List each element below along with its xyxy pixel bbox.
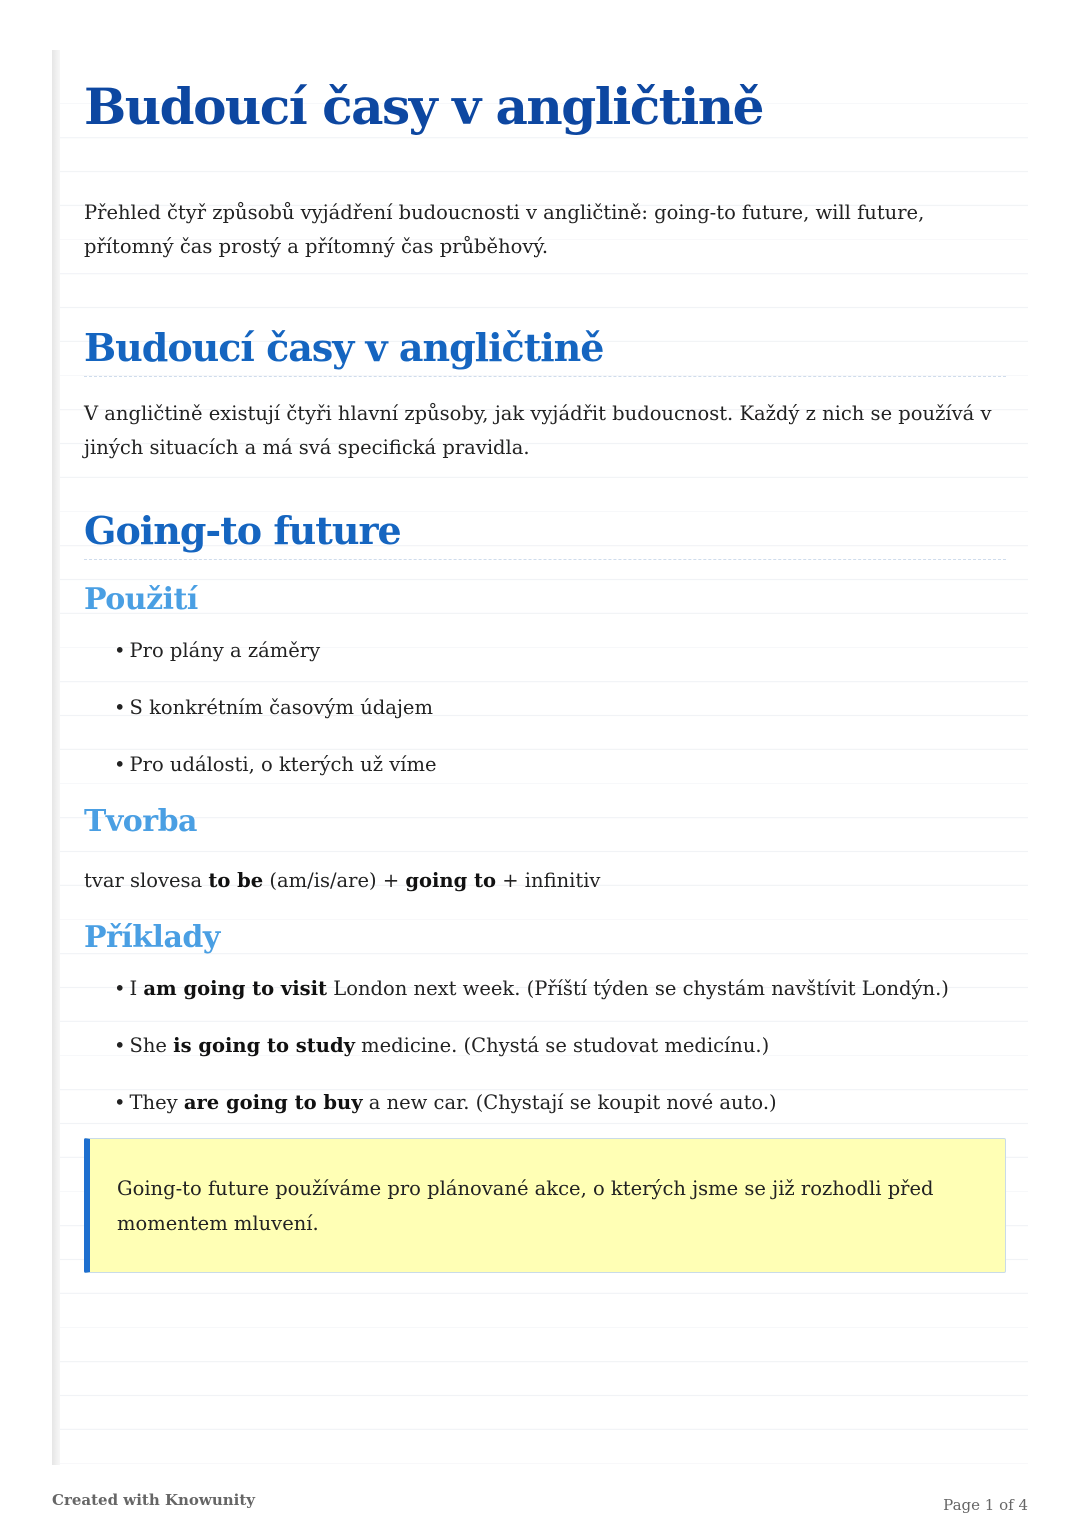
example-text: They (129, 1091, 184, 1114)
document-page (52, 50, 1028, 1465)
page-number: Page 1 of 4 (943, 1496, 1028, 1514)
page-content (84, 76, 1006, 1273)
list-item (114, 634, 1006, 668)
example-emphasis: are going to buy (183, 1091, 363, 1114)
example-text: She (129, 1034, 174, 1057)
example-text: medicine. (Chystá se studovat medicínu.) (354, 1034, 770, 1057)
document-title: Budoucí časy v angličtině (84, 77, 763, 136)
bullet-icon: • (114, 977, 126, 1000)
formation-text: tvar slovesa (84, 869, 209, 892)
example-emphasis: is going to study (173, 1034, 355, 1057)
subheading-usage: Použití (84, 582, 198, 617)
bullet-icon: • (114, 639, 126, 662)
subheading-examples: Příklady (84, 920, 220, 955)
bullet-icon: • (114, 696, 126, 719)
section-heading-going-to: Going-to future (84, 505, 1006, 560)
list-item (114, 691, 1006, 725)
bullet-icon: • (114, 753, 126, 776)
list-item (114, 1029, 1006, 1063)
document-intro: Přehled čtyř způsobů vyjádření budoucnosti v angličtině: going-to future, will future, přítomný čas prostý a přítomný čas průběhový. (84, 201, 925, 258)
note-box (84, 1138, 1006, 1273)
list-item (114, 972, 1006, 1006)
example-text: a new car. (Chystají se koupit nové auto.) (362, 1091, 777, 1114)
subheading-formation: Tvorba (84, 804, 197, 839)
bullet-icon: • (114, 1091, 126, 1114)
usage-item-text: S konkrétním časovým údajem (129, 696, 433, 719)
formation-emphasis: to be (208, 869, 264, 892)
example-text: I (129, 977, 144, 1000)
formation-text: + infinitiv (496, 869, 601, 892)
formation-emphasis: going to (405, 869, 497, 892)
formation-rule (84, 864, 1006, 898)
overview-paragraph: V angličtině existují čtyři hlavní způsoby, jak vyjádřit budoucnost. Každý z nich se používá v jiných situacích a má svá specifická pravidla. (84, 402, 992, 459)
usage-item-text: Pro události, o kterých už víme (129, 753, 437, 776)
footer-brand: Created with Knowunity (52, 1491, 255, 1509)
usage-list (84, 634, 1006, 782)
list-item (114, 748, 1006, 782)
formation-text: (am/is/are) + (263, 869, 406, 892)
section-heading-overview: Budoucí časy v angličtině (84, 322, 1006, 377)
note-text: Going-to future používáme pro plánované akce, o kterých jsme se již rozhodli před momentem mluvení. (117, 1177, 934, 1235)
example-text: London next week. (Příští týden se chystám navštívit Londýn.) (327, 977, 949, 1000)
examples-list (84, 972, 1006, 1120)
example-emphasis: am going to visit (143, 977, 328, 1000)
usage-item-text: Pro plány a záměry (129, 639, 321, 662)
list-item (114, 1086, 1006, 1120)
bullet-icon: • (114, 1034, 126, 1057)
